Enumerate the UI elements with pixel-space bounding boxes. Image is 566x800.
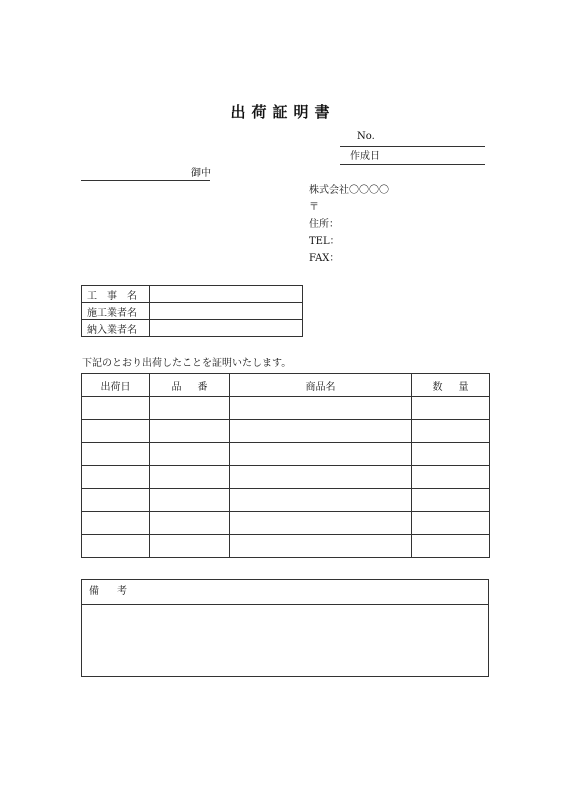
table-cell[interactable] xyxy=(412,535,490,558)
number-line xyxy=(340,146,485,147)
table-cell[interactable] xyxy=(412,443,490,466)
table-cell[interactable] xyxy=(82,420,150,443)
table-cell[interactable] xyxy=(82,397,150,420)
items-body xyxy=(82,397,490,558)
document-title: 出荷証明書 xyxy=(230,103,336,121)
table-row xyxy=(82,535,490,558)
number-label: No. xyxy=(357,131,375,142)
sender-tel: TEL： xyxy=(309,236,340,247)
table-cell[interactable] xyxy=(150,535,230,558)
header-item-number: 品番 xyxy=(150,374,230,397)
work-info-table xyxy=(81,285,303,337)
table-cell[interactable] xyxy=(230,512,412,535)
certification-statement: 下記のとおり出荷したことを証明いたします。 xyxy=(82,358,292,369)
items-header-row xyxy=(82,374,490,397)
work-info-value[interactable] xyxy=(150,320,303,337)
remarks-label: 備考 xyxy=(82,580,488,605)
table-cell[interactable] xyxy=(82,489,150,512)
work-info-label: 工 事 名 xyxy=(82,286,150,303)
sender-fax: FAX： xyxy=(309,253,340,264)
work-info-value[interactable] xyxy=(150,286,303,303)
work-info-row xyxy=(82,286,303,303)
header-product-name: 商品名 xyxy=(230,374,412,397)
table-cell[interactable] xyxy=(150,466,230,489)
table-cell[interactable] xyxy=(230,466,412,489)
table-row xyxy=(82,512,490,535)
table-cell[interactable] xyxy=(412,397,490,420)
work-info-row xyxy=(82,303,303,320)
table-cell[interactable] xyxy=(412,466,490,489)
sender-company: 株式会社〇〇〇〇 xyxy=(309,185,389,196)
table-cell[interactable] xyxy=(82,443,150,466)
table-row xyxy=(82,443,490,466)
table-row xyxy=(82,420,490,443)
table-cell[interactable] xyxy=(412,489,490,512)
recipient-line xyxy=(81,180,210,181)
table-cell[interactable] xyxy=(150,420,230,443)
table-cell[interactable] xyxy=(230,443,412,466)
table-row xyxy=(82,489,490,512)
table-row xyxy=(82,397,490,420)
table-cell[interactable] xyxy=(150,443,230,466)
table-row xyxy=(82,466,490,489)
table-cell[interactable] xyxy=(230,489,412,512)
recipient-suffix: 御中 xyxy=(191,168,211,179)
date-label: 作成日 xyxy=(350,151,380,162)
work-info-label: 納入業者名 xyxy=(82,320,150,337)
sender-postal: 〒 xyxy=(309,202,319,213)
table-cell[interactable] xyxy=(150,489,230,512)
sender-address: 住所： xyxy=(309,219,339,230)
table-cell[interactable] xyxy=(412,420,490,443)
table-cell[interactable] xyxy=(230,420,412,443)
items-table xyxy=(81,373,490,558)
remarks-box xyxy=(81,579,489,677)
table-cell[interactable] xyxy=(82,466,150,489)
date-line xyxy=(340,164,485,165)
header-ship-date: 出荷日 xyxy=(82,374,150,397)
remarks-area[interactable] xyxy=(82,605,488,677)
work-info-value[interactable] xyxy=(150,303,303,320)
table-cell[interactable] xyxy=(150,397,230,420)
table-cell[interactable] xyxy=(82,512,150,535)
table-cell[interactable] xyxy=(82,535,150,558)
table-cell[interactable] xyxy=(412,512,490,535)
work-info-label: 施工業者名 xyxy=(82,303,150,320)
work-info-row xyxy=(82,320,303,337)
table-cell[interactable] xyxy=(230,535,412,558)
header-quantity: 数量 xyxy=(412,374,490,397)
table-cell[interactable] xyxy=(150,512,230,535)
table-cell[interactable] xyxy=(230,397,412,420)
